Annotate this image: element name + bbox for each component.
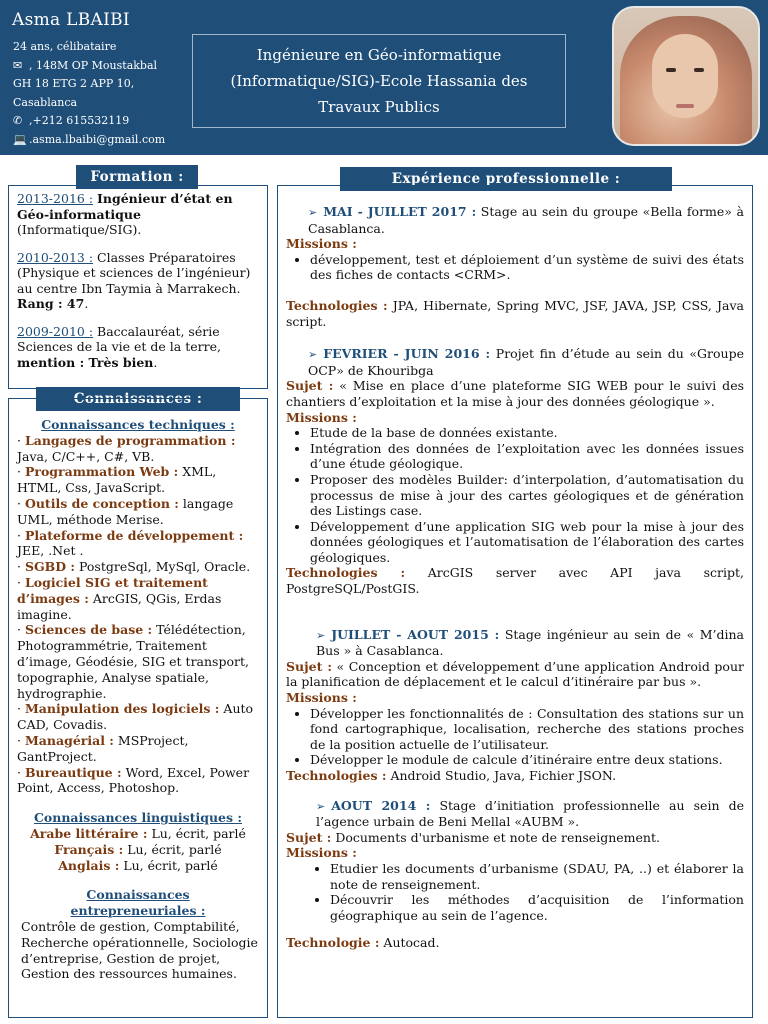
tech-skill-item: · Programmation Web : XML, HTML, Css, JavaScript. [17, 464, 217, 496]
tech-skill-item: · Plateforme de développement : JEE, .Net . [17, 527, 244, 559]
formation-heading: Formation : [76, 165, 198, 189]
entrepreneurial-title: Connaissances entrepreneuriales : [70, 887, 206, 919]
tech-skill-item: · Managérial : MSProject, GantProject. [17, 732, 189, 764]
phone-line: ✆ ,+212 615532119 [13, 112, 165, 131]
job-entry [286, 798, 744, 951]
mission-item: • Développer le module de calcule d’itinéraire entre deux stations. [310, 752, 744, 768]
address-line-1: ✉ , 148M OP Moustakbal [13, 57, 165, 76]
profile-photo [612, 6, 760, 146]
entrepreneurial-text: Contrôle de gestion, Comptabilité, Recherche opérationnelle, Sociologie d’entreprise, Gestion de projet, Gestion des ressources humaines. [21, 918, 258, 982]
mission-item: • Etudier les documents d’urbanisme (SDAU, PA, ..) et élaborer la note de renseignement. [330, 861, 744, 892]
experience-panel [277, 185, 753, 1018]
technologies-line: Technologies : Android Studio, Java, Fichier JSON. [286, 768, 617, 783]
header-banner [0, 0, 768, 155]
arrow-right-icon: ➢ [316, 628, 326, 642]
formation-item: 2013-2016 : Ingénieur d’état en Géo-informatique (Informatique/SIG). [17, 191, 233, 237]
tech-skill-item: · Langages de programmation : Java, C/C++, C#, VB. [17, 432, 236, 464]
mission-item: • Proposer des modèles Builder: d’interpolation, d’automatisation du processus de mise à jour des cartes géologiques et de génération des Listings case. [310, 472, 744, 519]
phone-icon: ✆ [13, 114, 23, 127]
mission-item: • Etude de la base de données existante. [310, 425, 744, 441]
mission-item: • Développement d’une application SIG web pour la mise à jour des données géologiques et l’automatisation de l’élaboration des cartes géologiques. [310, 519, 744, 566]
arrow-right-icon: ➢ [308, 206, 318, 219]
sujet-line: Sujet : « Conception et développement d’une application Android pour la planification de déplacement et le calcul d’itinéraire par bus ». [286, 658, 744, 690]
job-title-box [192, 34, 566, 128]
lang-skills-title: Connaissances linguistiques : [33, 810, 243, 826]
missions-list [286, 706, 744, 768]
sujet-line: Sujet : Documents d'urbanisme et note de renseignement. [286, 829, 660, 845]
job-title-line-1: Ingénieure en Géo-informatique [256, 46, 502, 64]
lang-item: Arabe littéraire : Lu, écrit, parlé [30, 825, 246, 841]
mission-item: • développement, test et déploiement d’un système de suivi des états des fiches de contacts <CRM>. [310, 252, 744, 283]
photo-eye-left [666, 68, 676, 72]
lang-item: Anglais : Lu, écrit, parlé [58, 857, 218, 873]
missions-label: Missions : [286, 236, 357, 252]
tech-skill-item: · Manipulation des logiciels : Auto CAD, Covadis. [17, 701, 254, 733]
job-title-line-3: Travaux Publics [318, 98, 440, 116]
job-entry [286, 627, 744, 784]
missions-label: Missions : [286, 845, 357, 861]
mission-item: • Développer les fonctionnalités de : Consultation des stations sur un fond cartographique, localisation, recherche des stations proches de la position actuelle de l’utilisateur. [310, 706, 744, 753]
technologies-line: Technologie : Autocad. [286, 935, 440, 951]
formation-item: 2009-2010 : Baccalauréat, série Sciences de la vie et de la terre, mention : Très bien. [17, 323, 221, 370]
missions-list [286, 861, 744, 923]
formation-item: 2010-2013 : Classes Préparatoires (Physique et sciences de l’ingénieur) au centre Ibn Taymia à Marrakech. Rang : 47. [17, 249, 251, 311]
mission-item: • Découvrir les méthodes d’acquisition de l’information géographique au sein de l’agence. [330, 892, 744, 923]
envelope-icon: ✉ [13, 58, 23, 72]
tech-skill-item: · Logiciel SIG et traitement d’images : ArcGIS, QGis, Erdas imagine. [17, 574, 222, 622]
contact-info [13, 38, 165, 149]
job-header: ➢ MAI - JUILLET 2017 : Stage au sein du groupe «Bella forme» à Casablanca. [308, 204, 744, 236]
formation-panel [8, 185, 268, 389]
job-header: ➢ JUILLET - AOUT 2015 : Stage ingénieur au sein de « M’dina Bus » à Casablanca. [316, 626, 745, 659]
connaissances-panel [8, 398, 268, 1018]
tech-skill-item: · SGBD : PostgreSql, MySql, Oracle. [17, 559, 251, 575]
job-entry [286, 346, 744, 597]
lang-item: Français : Lu, écrit, parlé [54, 841, 222, 857]
missions-list [286, 252, 744, 283]
job-header: ➢ AOUT 2014 : Stage d’initiation professionnelle au sein de l’agence urbain de Beni Mellal «AUBM ». [316, 797, 744, 830]
photo-mouth [676, 104, 694, 108]
arrow-right-icon: ➢ [316, 799, 326, 813]
email-line: 💻 .asma.lbaibi@gmail.com [13, 131, 165, 150]
tech-skill-item: · Bureautique : Word, Excel, Power Point, Access, Photoshop. [17, 764, 250, 796]
technologies-line: Technologies : ArcGIS server avec API java script, PostgreSQL/PostGIS. [286, 565, 744, 597]
laptop-icon: 💻 [13, 132, 27, 146]
job-title-line-2: (Informatique/SIG)-Ecole Hassania des [230, 72, 528, 90]
missions-label: Missions : [286, 690, 357, 706]
missions-label: Missions : [286, 409, 357, 425]
arrow-right-icon: ➢ [308, 348, 318, 362]
mission-item: • Intégration des données de l’exploitation avec les données issues d’une étude géologique. [310, 441, 744, 472]
candidate-name: Asma LBAIBI [12, 10, 130, 30]
missions-list [286, 425, 744, 565]
age-status: 24 ans, célibataire [13, 40, 117, 53]
connaissances-heading: Connaissances : [36, 387, 240, 411]
tech-skill-item: · Outils de conception : langage UML, méthode Merise. [17, 495, 234, 527]
address-line-2: GH 18 ETG 2 APP 10, [13, 77, 135, 90]
tech-skill-item: · Sciences de base : Télédétection, Photogrammétrie, Traitement d’image, Géodésie, SIG et transport, topographie, Analyse spatiale, hydrographie. [17, 622, 249, 701]
job-header: ➢ FEVRIER - JUIN 2016 : Projet fin d’étude au sein du «Groupe OCP» de Khouribga [308, 346, 744, 378]
photo-eye-right [694, 68, 704, 72]
sujet-line: Sujet : « Mise en place d’une plateforme SIG WEB pour le suivi des chantiers d’exploitation et la mise à jour des données géologique ». [286, 378, 745, 409]
technologies-line: Technologies : JPA, Hibernate, Spring MVC, JSF, JAVA, JSP, CSS, Java script. [286, 297, 745, 329]
address-city: Casablanca [13, 95, 78, 109]
tech-skills-title: Connaissances techniques : [41, 417, 235, 432]
experience-heading: Expérience professionnelle : [340, 167, 672, 191]
job-entry [286, 204, 744, 329]
